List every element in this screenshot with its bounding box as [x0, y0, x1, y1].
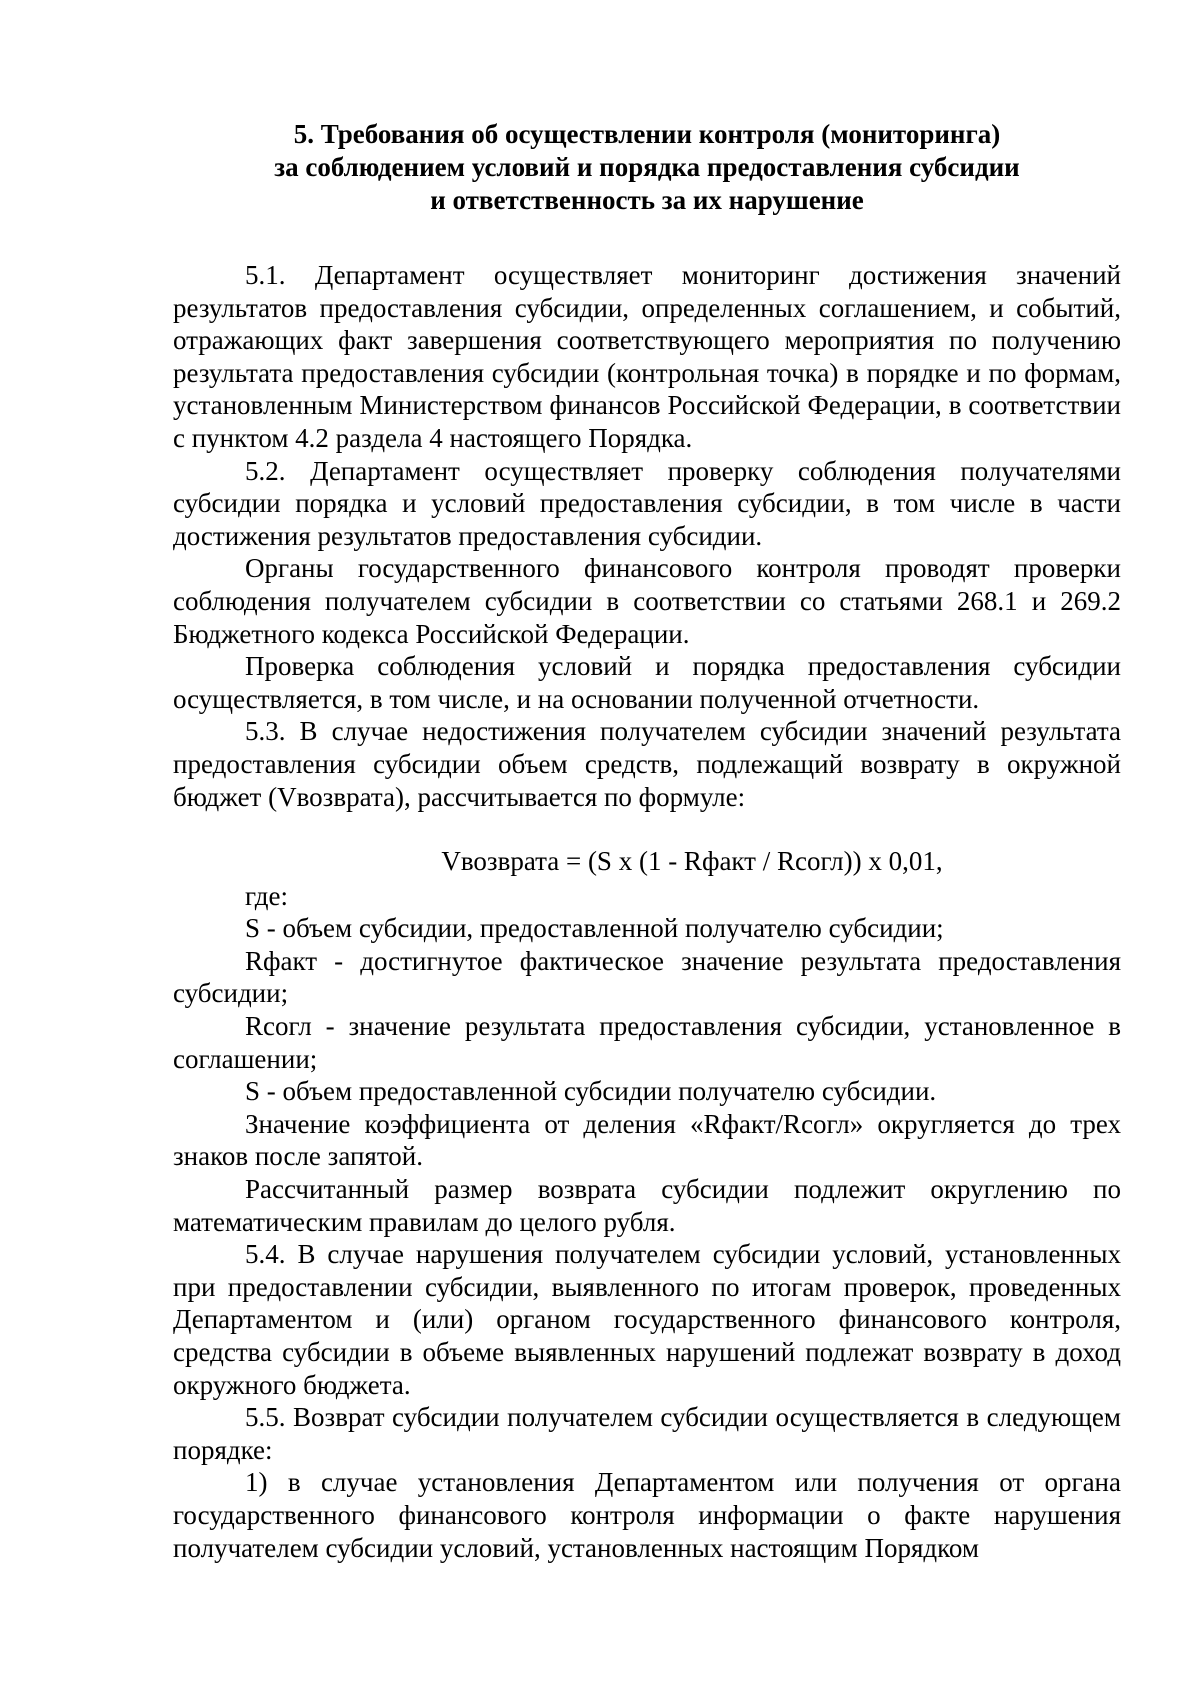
list-item-1: 1) в случае установления Департаментом или получения от органа государственного финансового контроля информации о факте нарушения получателем субсидии условий, установленных настоящим Порядком [173, 1467, 1121, 1563]
definition-rfact: Rфакт - достигнутое фактическое значение результата предоставления субсидии; [173, 945, 1121, 1009]
definition-s: S - объем субсидии, предоставленной получателю субсидии; [245, 913, 944, 944]
coefficient-rounding: Значение коэффициента от деления «Rфакт/Rсогл» округляется до трех знаков после запятой. [173, 1108, 1121, 1172]
return-formula: Vвозврата = (S x (1 - Rфакт / Rсогл)) x 0,01, [441, 846, 943, 877]
paragraph-5-5: 5.5. Возврат субсидии получателем субсидии осуществляется в следующем порядке: [173, 1402, 1121, 1465]
paragraph-5-3: 5.3. В случае недостижения получателем субсидии значений результата предоставления субсидии объем средств, подлежащий возврату в окружной бюджет (Vвозврата), рассчитывается по формуле: [173, 716, 1121, 812]
section-heading [173, 118, 1121, 217]
definition-s-second: S - объем предоставленной субсидии получателю субсидии. [245, 1076, 937, 1107]
paragraph-5-2: 5.2. Департамент осуществляет проверку соблюдения получателями субсидии порядка и условий предоставления субсидии, в том числе в части достижения результатов предоставления субсидии. [173, 455, 1121, 551]
return-rounding: Рассчитанный размер возврата субсидии подлежит округлению по математическим правилам до целого рубля. [173, 1174, 1121, 1237]
paragraph-5-2-controls: Органы государственного финансового контроля проводят проверки соблюдения получателем субсидии в соответствии со статьями 268.1 и 269.2 Бюджетного кодекса Российской Федерации. [173, 553, 1121, 649]
formula-where: где: [245, 880, 288, 911]
heading-line-1: 5. Требования об осуществлении контроля (мониторинга) [293, 119, 1001, 149]
paragraph-5-1: 5.1. Департамент осуществляет мониторинг достижения значений результатов предоставления субсидии, определенных соглашением, и событий, отражающих факт завершения соответствующего мероприятия по получению результата предоставления субсидии (контрольная точка) в порядке и по формам, установленным Министерством финансов Российской Федерации, в соответствии с пунктом 4.2 раздела 4 настоящего Порядка. [173, 260, 1121, 453]
heading-line-3: и ответственность за их нарушение [430, 185, 864, 215]
paragraph-5-4: 5.4. В случае нарушения получателем субсидии условий, установленных при предоставлении субсидии, выявленного по итогам проверок, проведенных Департаментом и (или) органом государственного финансового контроля, средства субсидии в объеме выявленных нарушений подлежат возврату в доход окружного бюджета. [173, 1239, 1121, 1400]
heading-line-2: за соблюдением условий и порядка предоставления субсидии [274, 152, 1020, 182]
document-body [173, 118, 1121, 1564]
definition-rsogl: Rсогл - значение результата предоставления субсидии, установленное в соглашении; [173, 1011, 1121, 1074]
paragraph-5-2-verification: Проверка соблюдения условий и порядка предоставления субсидии осуществляется, в том числе, и на основании полученной отчетности. [173, 651, 1121, 714]
